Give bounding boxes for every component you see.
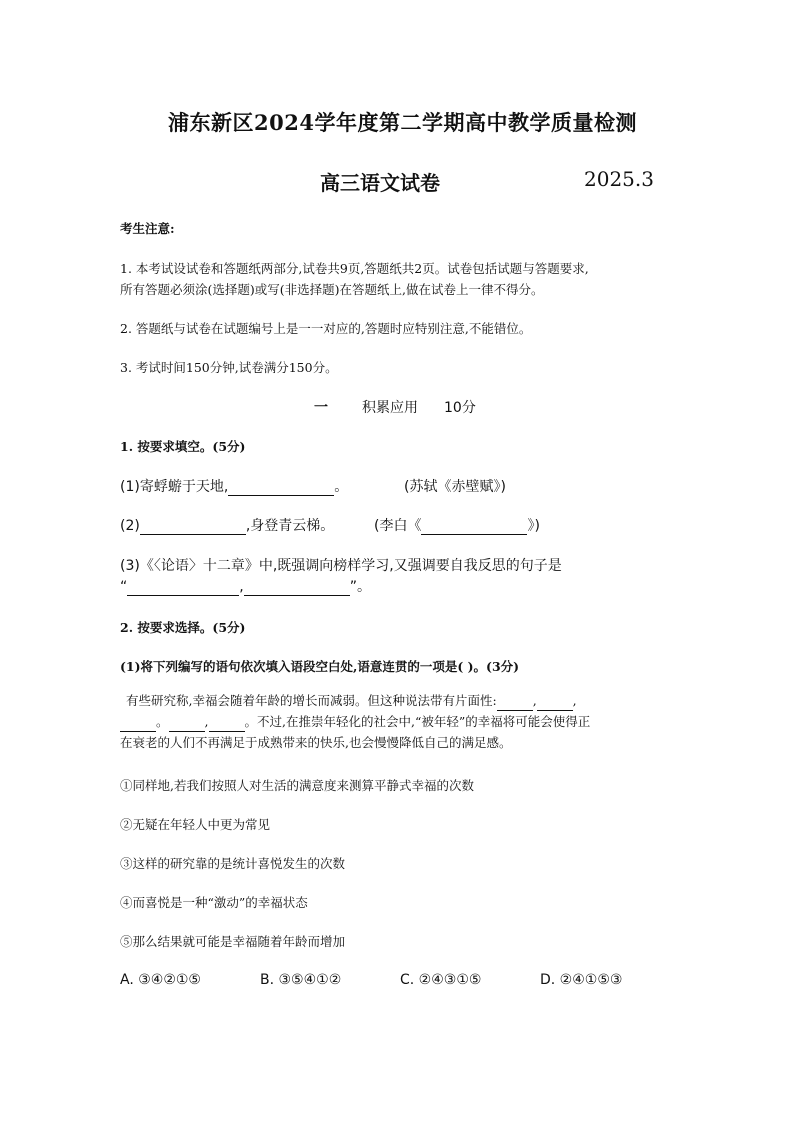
sentence-option-2: ②无疑在年轻人中更为常见 bbox=[120, 817, 271, 832]
notice-item-1-line-2: 所有答题必须涂(选择题)或写(非选择题)在答题纸上,做在试卷上一律不得分。 bbox=[120, 282, 544, 297]
q1-p3-line-1: (3)《〈论语〉十二章》中,既强调向榜样学习,又强调要自我反思的句子是 bbox=[120, 558, 562, 574]
passage-sep-3: 。 bbox=[156, 714, 169, 729]
passage-sep-2: , bbox=[572, 693, 577, 708]
q1-p2-source-prefix: (李白《 bbox=[374, 518, 422, 534]
paper-subtitle: 高三语文试卷 bbox=[320, 171, 440, 195]
q1-p2-mid: ,身登青云梯。 bbox=[245, 518, 335, 534]
choice-d[interactable]: D. ②④①⑤③ bbox=[540, 972, 623, 988]
question-2-title: 2. 按要求选择。(5分) bbox=[120, 620, 246, 635]
q1-p3-comma: , bbox=[239, 579, 244, 595]
question-2-sub-1: (1)将下列编写的语句依次填入语段空白处,语意连贯的一项是( )。(3分) bbox=[120, 659, 520, 674]
q1-p1-source: (苏轼《赤壁赋》) bbox=[404, 479, 506, 495]
q1-p1-suffix: 。 bbox=[334, 479, 349, 495]
section-number: 一 bbox=[314, 400, 328, 416]
passage-blank-1[interactable] bbox=[497, 696, 533, 711]
passage-part-a: 有些研究称,幸福会随着年龄的增长而减弱。但这种说法带有片面性: bbox=[126, 693, 497, 708]
answer-blank-4[interactable] bbox=[127, 581, 239, 596]
exam-title: 浦东新区2024学年度第二学期高中教学质量检测 bbox=[168, 110, 637, 135]
section-score: 10分 bbox=[444, 400, 476, 416]
passage-blank-2[interactable] bbox=[537, 696, 573, 711]
choice-c[interactable]: C. ②④③①⑤ bbox=[400, 972, 482, 988]
q1-p3-open-quote: “ bbox=[120, 579, 128, 595]
sentence-option-5: ⑤那么结果就可能是幸福随着年龄而增加 bbox=[120, 934, 346, 949]
passage-sep-4: , bbox=[204, 714, 209, 729]
question-1-part-2-source bbox=[374, 515, 540, 535]
sentence-option-3: ③这样的研究靠的是统计喜悦发生的次数 bbox=[120, 856, 346, 871]
q1-p1-prefix: (1)寄蜉蝣于天地, bbox=[120, 479, 229, 495]
passage-line-2 bbox=[120, 711, 660, 732]
answer-blank-3[interactable] bbox=[421, 520, 527, 535]
q1-p2-prefix: (2) bbox=[120, 518, 140, 534]
notice-heading: 考生注意: bbox=[120, 221, 175, 236]
choice-a[interactable]: A. ③④②①⑤ bbox=[120, 972, 201, 988]
exam-date: 2025.3 bbox=[584, 167, 654, 191]
notice-item-3: 3. 考试时间150分钟,试卷满分150分。 bbox=[120, 360, 338, 375]
question-1-part-2 bbox=[120, 515, 334, 535]
question-1-part-1 bbox=[120, 476, 348, 496]
choice-b[interactable]: B. ③⑤④①② bbox=[260, 972, 342, 988]
passage-blank-3[interactable] bbox=[120, 717, 156, 732]
answer-blank-1[interactable] bbox=[228, 481, 334, 496]
passage-blank-4[interactable] bbox=[169, 717, 205, 732]
answer-blank-2[interactable] bbox=[140, 520, 246, 535]
q1-p3-close-quote: ”。 bbox=[349, 579, 371, 595]
notice-item-1-line-1: 1. 本考试设试卷和答题纸两部分,试卷共9页,答题纸共2页。试卷包括试题与答题要求, bbox=[120, 261, 589, 276]
q1-p2-source-suffix: 》) bbox=[527, 518, 540, 534]
passage-line-3: 在衰老的人们不再满足于成熟带来的快乐,也会慢慢降低自己的满足感。 bbox=[120, 735, 512, 750]
answer-blank-5[interactable] bbox=[244, 581, 350, 596]
passage-blank-5[interactable] bbox=[209, 717, 245, 732]
sentence-option-1: ①同样地,若我们按照人对生活的满意度来测算平静式幸福的次数 bbox=[120, 778, 474, 793]
question-2-passage bbox=[120, 690, 660, 753]
passage-sep-1: , bbox=[532, 693, 537, 708]
passage-line-1 bbox=[120, 690, 660, 711]
question-1-part-3-line-2 bbox=[120, 576, 371, 596]
question-1-title: 1. 按要求填空。(5分) bbox=[120, 439, 246, 454]
notice-item-2: 2. 答题纸与试卷在试题编号上是一一对应的,答题时应特别注意,不能错位。 bbox=[120, 321, 532, 336]
sentence-option-4: ④而喜悦是一种“激动”的幸福状态 bbox=[120, 895, 308, 910]
section-name: 积累应用 bbox=[362, 400, 418, 416]
passage-part-b: 。不过,在推崇年轻化的社会中,“被年轻”的幸福将可能会使得正 bbox=[244, 714, 591, 729]
